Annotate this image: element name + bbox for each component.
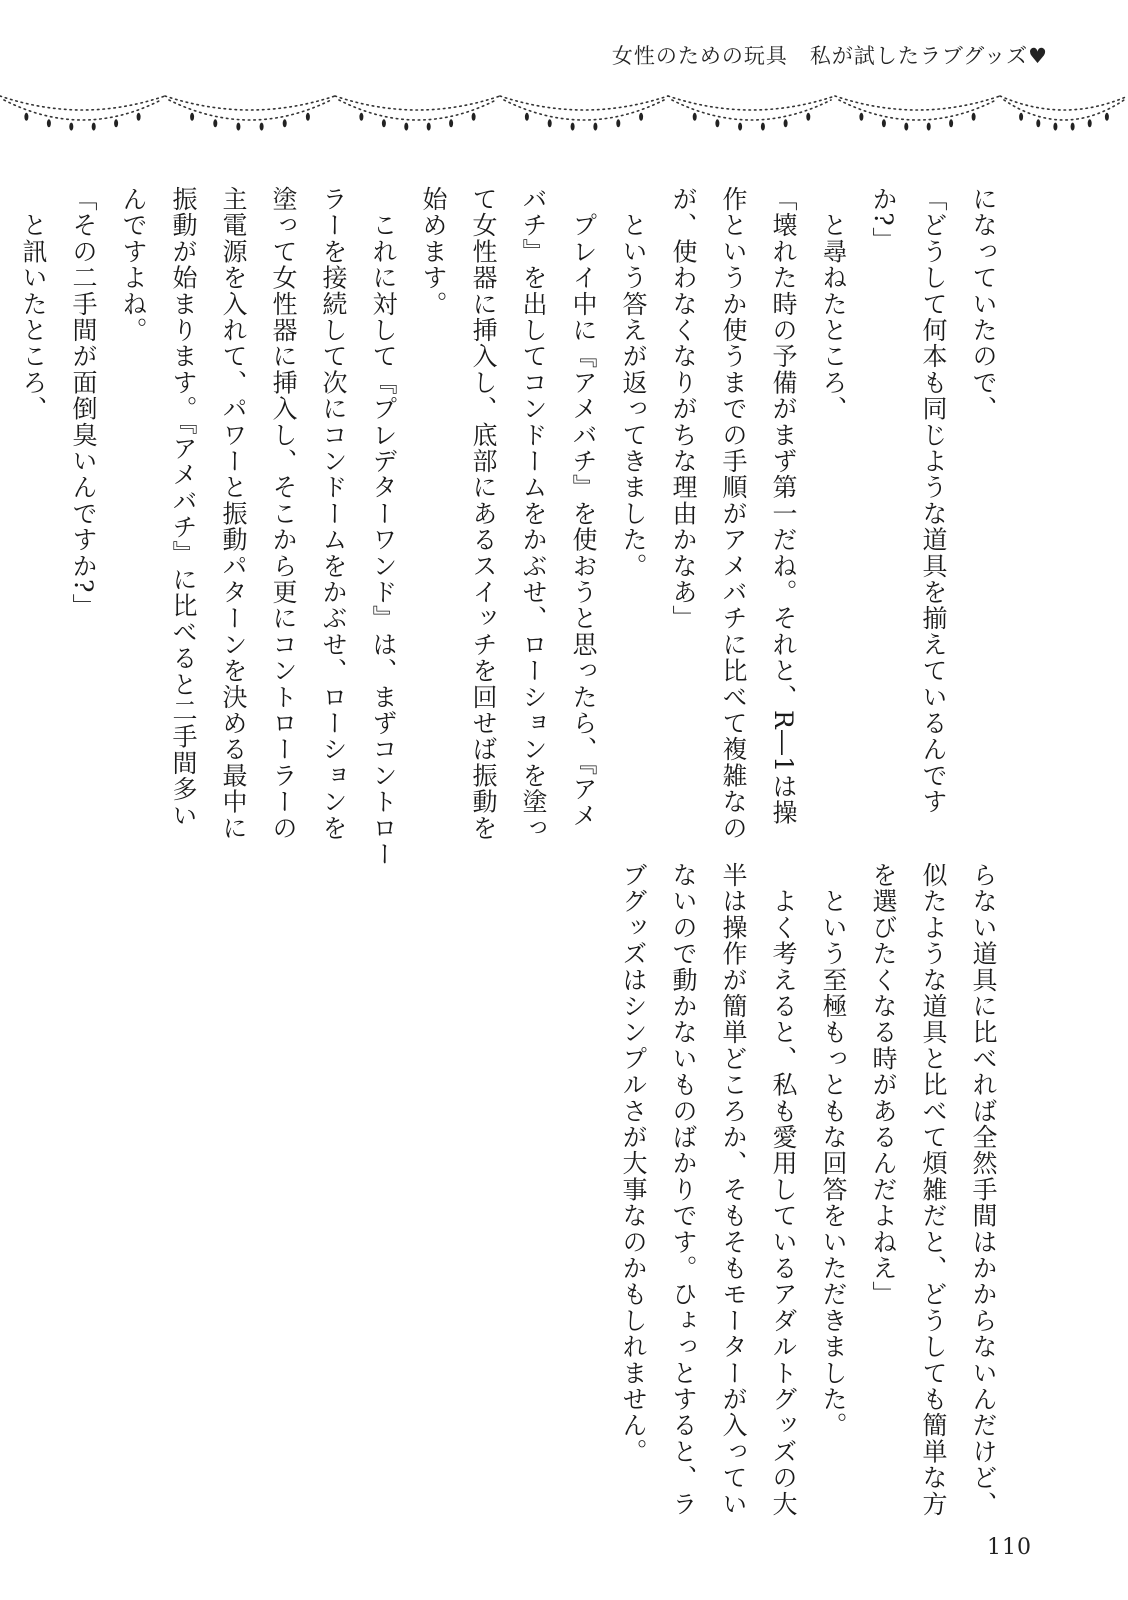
text-line: 半は操作が簡単どころか、そもそもモーターが入ってい <box>719 862 748 1517</box>
garland-bead <box>359 113 363 121</box>
garland-bead <box>1036 119 1040 127</box>
garland-bead <box>715 119 719 127</box>
garland-bead <box>283 119 287 127</box>
text-line: 塗って女性器に挿入し、そこから更にコントローラーの <box>269 186 298 841</box>
text-line: ラーを接続して次にコンドームをかぶせ、ローションを <box>319 186 348 841</box>
garland-bead <box>571 123 575 131</box>
garland-bead <box>472 113 476 121</box>
garland-bead <box>639 113 643 121</box>
text-line: 「その二手間が面倒臭いんですか?」 <box>69 186 98 620</box>
garland-bead <box>1071 123 1075 131</box>
text-line: という至極もっともな回答をいただきました。 <box>819 862 848 1439</box>
text-line: プレイ中に『アメバチ』を使おうと思ったら、『アメ <box>569 186 598 829</box>
garland-bead <box>1053 123 1057 131</box>
text-line: 始めます。 <box>419 186 448 317</box>
text-line: んですよね。 <box>119 186 148 344</box>
garland-bead <box>1019 113 1023 121</box>
garland-bead <box>382 119 386 127</box>
text-line: これに対して『プレデターワンド』は、まずコントロー <box>369 186 398 868</box>
garland-bead <box>806 113 810 121</box>
text-line: 「どうして何本も同じような道具を揃えているんです <box>919 186 948 815</box>
text-line: を選びたくなる時があるんだよねえ」 <box>869 862 898 1308</box>
text-line <box>0 186 8 806</box>
garland-bead <box>738 123 742 131</box>
text-line: が、使わなくなりがちな理由かなあ」 <box>669 186 698 632</box>
garland-bead <box>404 123 408 131</box>
text-line: という答えが返ってきました。 <box>619 186 648 579</box>
garland-bead <box>24 113 28 121</box>
garland-bead <box>784 119 788 127</box>
text-line: よく考えると、私も愛用しているアダルトグッズの大 <box>769 862 798 1517</box>
text-line: と訊いたところ、 <box>19 186 48 422</box>
garland-bead <box>449 119 453 127</box>
garland-bead <box>548 119 552 127</box>
garland-bead <box>693 113 697 121</box>
garland-bead <box>213 119 217 127</box>
garland-bead <box>114 119 118 127</box>
text-line: と尋ねたところ、 <box>819 186 848 422</box>
garland-bead <box>1105 113 1109 121</box>
garland-rope <box>668 96 835 110</box>
garland-bead <box>927 123 931 131</box>
garland-bead <box>47 119 51 127</box>
garland-bead <box>972 113 976 121</box>
body-text-lower <box>608 862 1008 1517</box>
garland-bead <box>616 119 620 127</box>
garland-bead <box>525 113 529 121</box>
garland-bead <box>859 113 863 121</box>
running-header: 女性のための玩具 私が試したラブグッズ♥ <box>611 44 1048 68</box>
garland-rope <box>0 96 165 110</box>
text-line: 振動が始まります。『アメバチ』に比べると二手間多い <box>169 186 198 829</box>
garland-bead <box>190 113 194 121</box>
text-line: か?」 <box>869 186 898 254</box>
garland-rope <box>835 96 1000 110</box>
garland-bead <box>904 123 908 131</box>
garland-bead <box>427 123 431 131</box>
text-line: ブグッズはシンプルさが大事なのかもしれません。 <box>619 862 648 1465</box>
garland-bead <box>69 123 73 131</box>
garland-rope <box>1000 96 1128 110</box>
garland-bead <box>260 123 264 131</box>
garland-rope <box>335 96 500 110</box>
text-line: 主電源を入れて、パワーと振動パターンを決める最中に <box>219 186 248 841</box>
garland-rope <box>165 96 335 110</box>
text-line: ないので動かないものばかりです。ひょっとすると、ラ <box>669 862 698 1517</box>
page-number: 110 <box>987 1535 1032 1560</box>
garland-rope <box>500 96 668 110</box>
garland-bead <box>761 123 765 131</box>
text-line: 似たような道具と比べて煩雑だと、どうしても簡単な方 <box>919 862 948 1517</box>
body-text-upper <box>0 186 1008 868</box>
text-line: 「壊れた時の予備がまず第一だね。それと、R―1は操 <box>769 186 798 826</box>
garland-bead <box>949 119 953 127</box>
text-line: バチ』を出してコンドームをかぶせ、ローションを塗っ <box>519 186 548 841</box>
text-line: 作というか使うまでの手順がアメバチに比べて複雑なの <box>719 186 748 841</box>
garland-bead <box>1088 119 1092 127</box>
garland-bead <box>593 123 597 131</box>
text-line: て女性器に挿入し、底部にあるスイッチを回せば振動を <box>469 186 498 841</box>
garland-bead <box>306 113 310 121</box>
text-line: になっていたので、 <box>969 186 998 422</box>
garland-bead <box>236 123 240 131</box>
garland-ornament <box>0 78 1128 168</box>
text-line: らない道具に比べれば全然手間はかからないんだけど、 <box>969 862 998 1517</box>
garland-bead <box>882 119 886 127</box>
garland-bead <box>92 123 96 131</box>
garland-bead <box>137 113 141 121</box>
